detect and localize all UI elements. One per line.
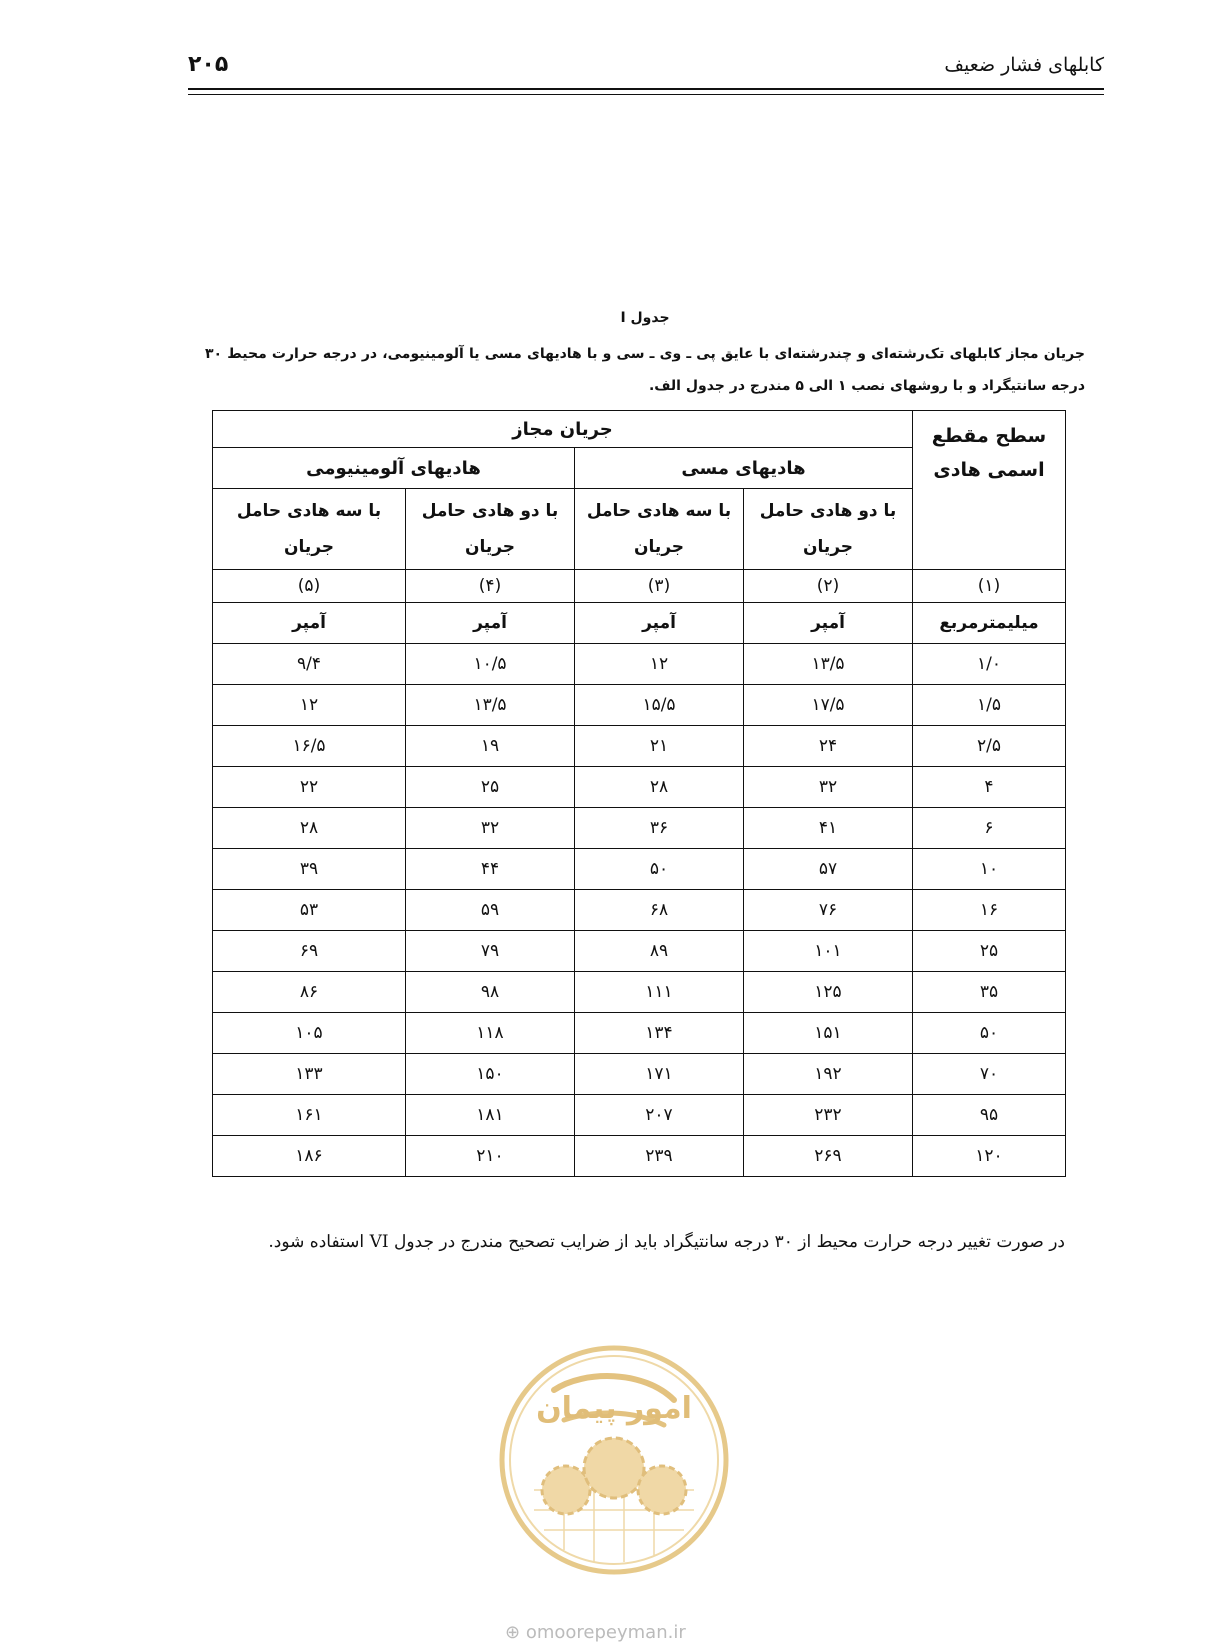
table-row xyxy=(213,931,1066,972)
table-cell: ۱۵۱ xyxy=(744,1013,913,1054)
footnote: در صورت تغییر درجه حرارت محیط از ۳۰ درجه سانتیگراد باید از ضرایب تصحیح مندرج در جدول VI استفاده شود. xyxy=(268,1232,1065,1252)
header-rule-thin xyxy=(188,94,1104,95)
table-cell: ۲۱۰ xyxy=(406,1136,575,1177)
table-row xyxy=(213,1013,1066,1054)
table-cell: ۵۹ xyxy=(406,890,575,931)
watermark-url xyxy=(505,1622,686,1643)
table-cell: ۱۷/۵ xyxy=(744,685,913,726)
unit-cell: آمپر xyxy=(575,603,744,644)
table-cell: ۶۹ xyxy=(213,931,406,972)
cross-section-header xyxy=(913,411,1066,570)
running-title: کابلهای فشار ضعیف xyxy=(944,54,1104,76)
table-cell: ۳۵ xyxy=(913,972,1066,1013)
table-cell: ۱۰ xyxy=(913,849,1066,890)
table-cell: ۲۱ xyxy=(575,726,744,767)
header-rule xyxy=(188,88,1104,90)
table-row xyxy=(213,685,1066,726)
allowed-current-header: جریان مجاز xyxy=(213,411,913,448)
table-cell: ۵۰ xyxy=(575,849,744,890)
table-cell: ۷۶ xyxy=(744,890,913,931)
table-title: جدول I xyxy=(620,310,670,326)
column-number: (۲) xyxy=(744,570,913,603)
table-cell: ۱۶۱ xyxy=(213,1095,406,1136)
table-row xyxy=(213,1136,1066,1177)
table-cell: ۲۸ xyxy=(575,767,744,808)
column-number: (۳) xyxy=(575,570,744,603)
current-word-label: جریان xyxy=(464,537,516,557)
table-cell: ۳۶ xyxy=(575,808,744,849)
table-cell: ۱/۰ xyxy=(913,644,1066,685)
aluminium-two-conductor-header xyxy=(406,489,575,570)
table-cell: ۸۶ xyxy=(213,972,406,1013)
table-cell: ۲۸ xyxy=(213,808,406,849)
table-cell: ۶ xyxy=(913,808,1066,849)
table-cell: ۱۳۳ xyxy=(213,1054,406,1095)
three-conductor-label: با سه هادی حامل xyxy=(236,501,382,521)
table-cell: ۲۰۷ xyxy=(575,1095,744,1136)
table-cell: ۱۱۸ xyxy=(406,1013,575,1054)
table-cell: ۱۹ xyxy=(406,726,575,767)
table-row xyxy=(213,726,1066,767)
current-word-label: جریان xyxy=(633,537,685,557)
table-cell: ۱۰۱ xyxy=(744,931,913,972)
table-row xyxy=(213,1095,1066,1136)
table-cell: ۳۲ xyxy=(744,767,913,808)
seal-watermark xyxy=(494,1340,734,1580)
table-cell: ۱۱۱ xyxy=(575,972,744,1013)
table-cell: ۱۳۴ xyxy=(575,1013,744,1054)
table-cell: ۱۰۵ xyxy=(213,1013,406,1054)
column-number: (۱) xyxy=(913,570,1066,603)
table-cell: ۲۵ xyxy=(913,931,1066,972)
table-cell: ۱۳/۵ xyxy=(744,644,913,685)
table-cell: ۱۸۱ xyxy=(406,1095,575,1136)
table-cell: ۱۵۰ xyxy=(406,1054,575,1095)
table-cell: ۲۳۲ xyxy=(744,1095,913,1136)
unit-cell: آمپر xyxy=(744,603,913,644)
table-row xyxy=(213,972,1066,1013)
table-cell: ۱۶ xyxy=(913,890,1066,931)
seal-text: امور پیمان xyxy=(536,1391,692,1426)
table-cell: ۷۹ xyxy=(406,931,575,972)
table-cell: ۲۵ xyxy=(406,767,575,808)
aluminium-three-conductor-header xyxy=(213,489,406,570)
table-cell: ۳۲ xyxy=(406,808,575,849)
two-conductor-label: با دو هادی حامل xyxy=(759,501,897,521)
page-header xyxy=(188,52,1104,82)
table-cell: ۱۶/۵ xyxy=(213,726,406,767)
table-cell: ۲۶۹ xyxy=(744,1136,913,1177)
table-cell: ۷۰ xyxy=(913,1054,1066,1095)
table-row xyxy=(213,1054,1066,1095)
table-cell: ۱۰/۵ xyxy=(406,644,575,685)
cross-section-label-1: سطح مقطع xyxy=(931,425,1047,447)
table-cell: ۱۲ xyxy=(213,685,406,726)
table-cell: ۱۷۱ xyxy=(575,1054,744,1095)
copper-two-conductor-header xyxy=(744,489,913,570)
current-word-label: جریان xyxy=(802,537,854,557)
table-row xyxy=(213,808,1066,849)
unit-cell: آمپر xyxy=(213,603,406,644)
table-cell: ۳۹ xyxy=(213,849,406,890)
current-table xyxy=(212,410,1066,1177)
table-cell: ۱۵/۵ xyxy=(575,685,744,726)
table-cell: ۲/۵ xyxy=(913,726,1066,767)
unit-cell: آمپر xyxy=(406,603,575,644)
table-row xyxy=(213,644,1066,685)
copper-three-conductor-header xyxy=(575,489,744,570)
column-number: (۵) xyxy=(213,570,406,603)
table-cell: ۹/۴ xyxy=(213,644,406,685)
table-cell: ۲۳۹ xyxy=(575,1136,744,1177)
table-row xyxy=(213,849,1066,890)
current-word-label: جریان xyxy=(283,537,335,557)
two-conductor-label: با دو هادی حامل xyxy=(421,501,559,521)
table-cell: ۴ xyxy=(913,767,1066,808)
unit-cell: میلیمترمربع xyxy=(913,603,1066,644)
table-row xyxy=(213,890,1066,931)
table-body xyxy=(213,644,1066,1177)
aluminium-header: هادیهای آلومینیومی xyxy=(213,448,575,489)
table-cell: ۶۸ xyxy=(575,890,744,931)
table-cell: ۹۸ xyxy=(406,972,575,1013)
table-cell: ۱۳/۵ xyxy=(406,685,575,726)
table-cell: ۵۰ xyxy=(913,1013,1066,1054)
table-cell: ۵۷ xyxy=(744,849,913,890)
table-cell: ۱/۵ xyxy=(913,685,1066,726)
table-cell: ۱۲۵ xyxy=(744,972,913,1013)
table-description: جریان مجاز کابلهای تک‌رشته‌ای و چندرشته‌ای با عایق پی ـ وی ـ سی و با هادیهای مسی یا آلومینیومی، در درجه حرارت محیط ۳۰ درجه سانتیگراد و با روشهای نصب ۱ الی ۵ مندرج در جدول الف. xyxy=(205,346,1085,394)
three-conductor-label: با سه هادی حامل xyxy=(586,501,732,521)
table-cell: ۵۳ xyxy=(213,890,406,931)
table-cell: ۱۲ xyxy=(575,644,744,685)
copper-header: هادیهای مسی xyxy=(575,448,913,489)
table-cell: ۹۵ xyxy=(913,1095,1066,1136)
table-cell: ۴۴ xyxy=(406,849,575,890)
globe-icon: ⊕ xyxy=(505,1622,521,1643)
column-number: (۴) xyxy=(406,570,575,603)
table-cell: ۱۲۰ xyxy=(913,1136,1066,1177)
table-cell: ۲۲ xyxy=(213,767,406,808)
table-cell: ۴۱ xyxy=(744,808,913,849)
table-cell: ۱۹۲ xyxy=(744,1054,913,1095)
watermark-url-text: omoorepeyman.ir xyxy=(525,1622,686,1643)
table-cell: ۱۸۶ xyxy=(213,1136,406,1177)
table-cell: ۸۹ xyxy=(575,931,744,972)
table-cell: ۲۴ xyxy=(744,726,913,767)
cross-section-label-2: اسمی هادی xyxy=(933,459,1045,481)
page-number: ۲۰۵ xyxy=(188,52,229,77)
table-row xyxy=(213,767,1066,808)
